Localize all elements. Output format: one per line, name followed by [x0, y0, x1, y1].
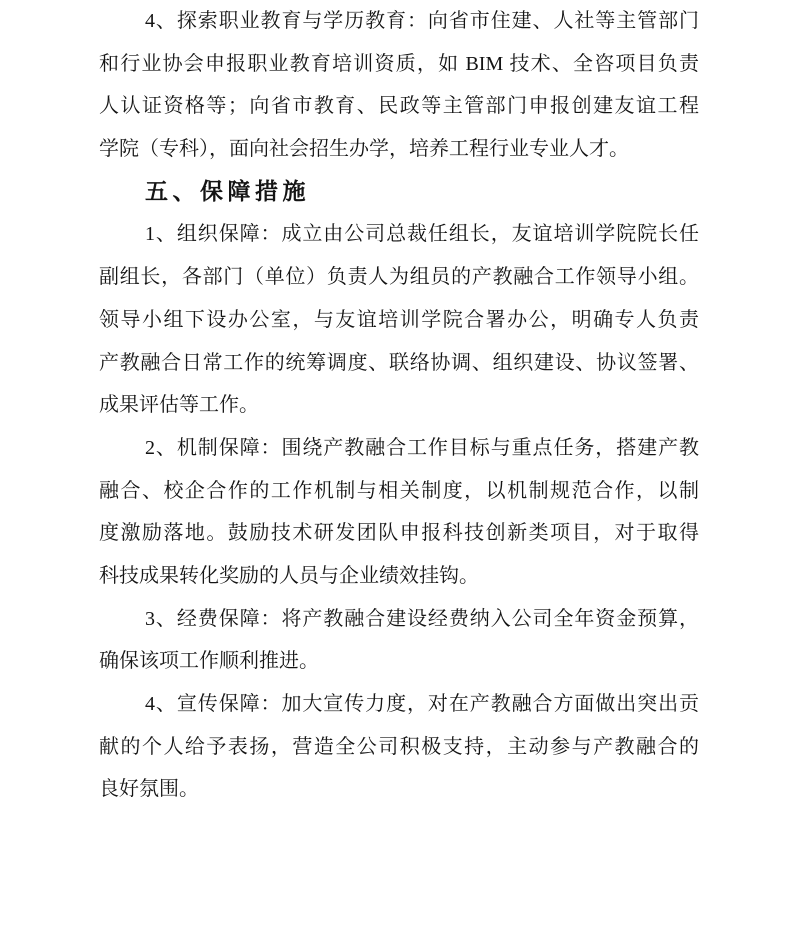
paragraph-item4-vocational-education — [99, 0, 699, 171]
text-line: 2、机制保障：围绕产教融合工作目标与重点任务，搭建产教 — [145, 436, 699, 459]
text-line: 成果评估等工作。 — [99, 394, 259, 417]
paragraph-item3-funding-guarantee — [99, 598, 699, 683]
text-line: 4、探索职业教育与学历教育：向省市住建、人社等主管部门 — [145, 10, 699, 32]
paragraph-item2-mechanism-guarantee — [99, 427, 699, 598]
paragraph-item1-organizational-guarantee — [99, 213, 699, 426]
section-heading-text: 五、保障措施 — [145, 178, 310, 204]
text-line: 度激励落地。鼓励技术研发团队申报科技创新类项目，对于取得 — [99, 522, 699, 545]
text-line: 副组长，各部门（单位）负责人为组员的产教融合工作领导小组。 — [99, 266, 699, 289]
text-line: 融合、校企合作的工作机制与相关制度，以机制规范合作，以制 — [99, 479, 699, 502]
text-line: 产教融合日常工作的统筹调度、联络协调、组织建设、协议签署、 — [99, 351, 699, 374]
section-heading-5 — [99, 171, 699, 214]
text-line: 和行业协会申报职业教育培训资质，如 BIM 技术、全咨项目负责 — [99, 52, 699, 75]
text-line: 学院（专科），面向社会招生办学，培养工程行业专业人才。 — [99, 138, 629, 161]
document-body — [99, 0, 699, 811]
text-line: 科技成果转化奖励的人员与企业绩效挂钩。 — [99, 564, 479, 587]
text-line: 4、宣传保障：加大宣传力度，对在产教融合方面做出突出贡 — [145, 693, 699, 715]
text-line: 献的个人给予表扬，营造全公司积极支持，主动参与产教融合的 — [99, 735, 699, 758]
text-line: 良好氛围。 — [99, 778, 199, 801]
paragraph-item4-publicity-guarantee — [99, 683, 699, 811]
text-line: 人认证资格等；向省市教育、民政等主管部门申报创建友谊工程 — [99, 95, 699, 118]
text-line: 确保该项工作顺利推进。 — [99, 650, 319, 673]
text-line: 3、经费保障：将产教融合建设经费纳入公司全年资金预算， — [145, 607, 699, 630]
text-line: 领导小组下设办公室，与友谊培训学院合署办公，明确专人负责 — [99, 308, 699, 331]
text-line: 1、组织保障：成立由公司总裁任组长，友谊培训学院院长任 — [145, 223, 699, 246]
